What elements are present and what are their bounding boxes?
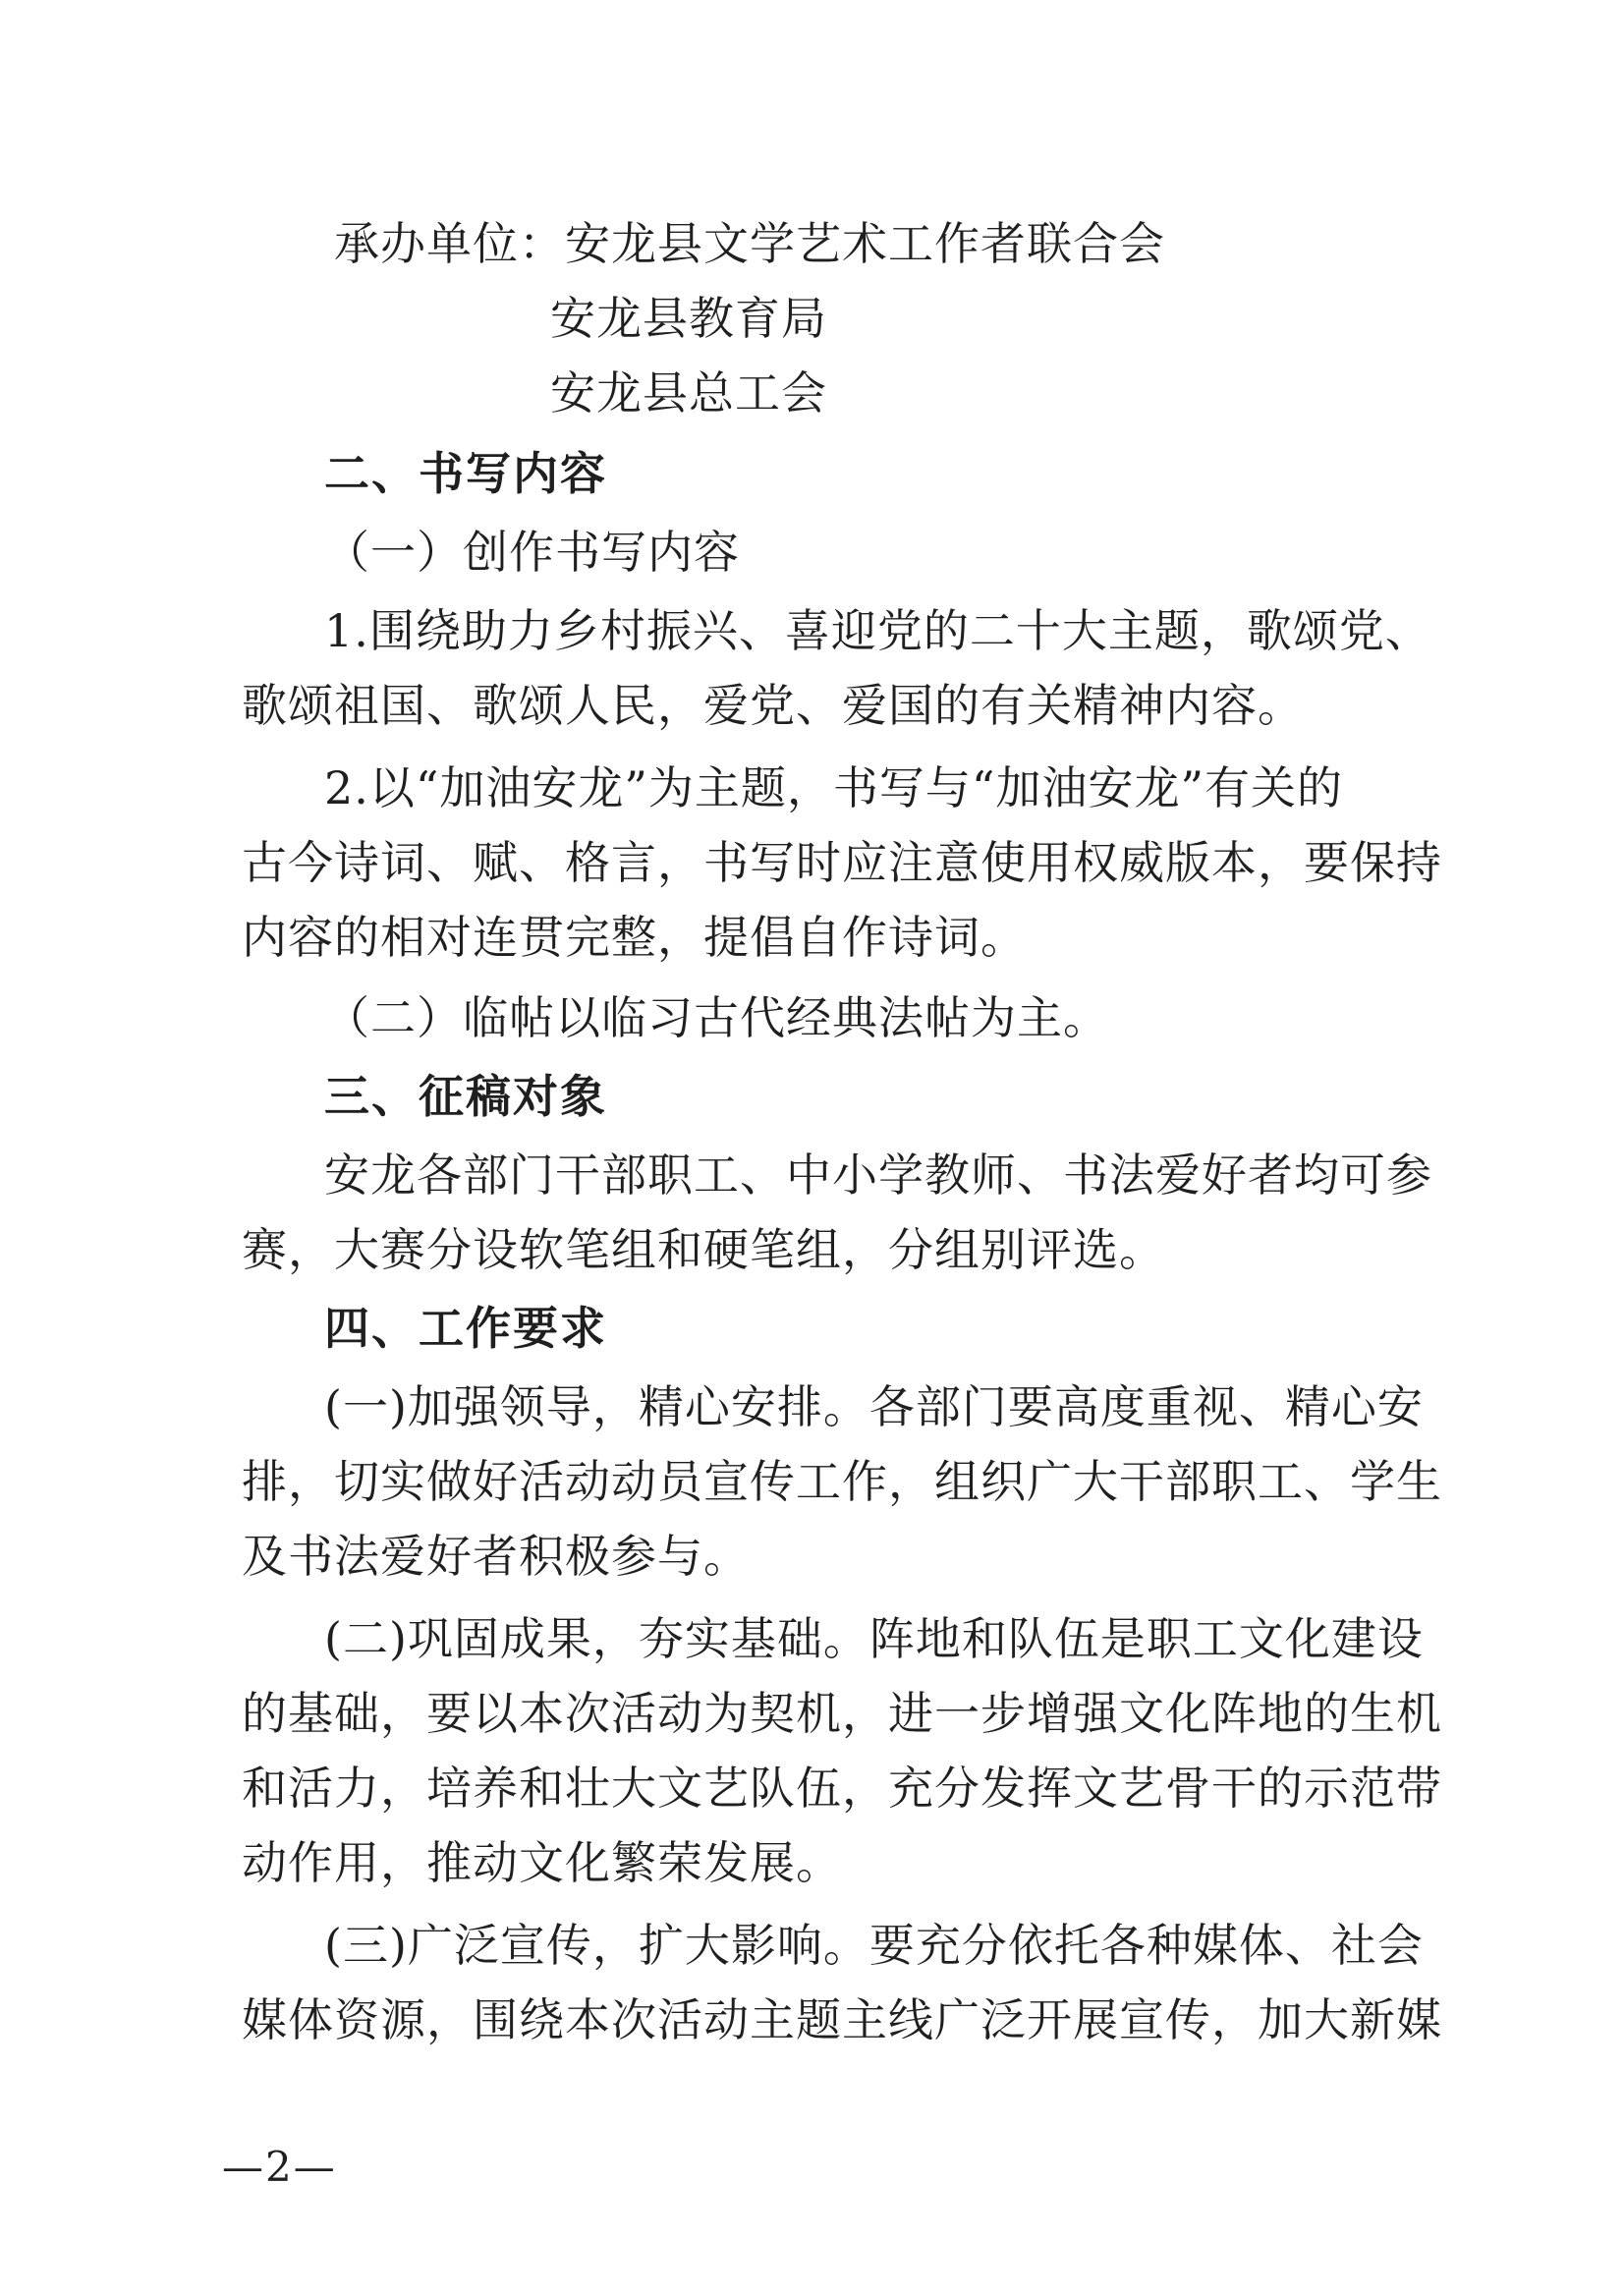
paragraph-line: 安龙各部门干部职工、中小学教师、书法爱好者均可参 [324, 1148, 1432, 1202]
paragraph-line: 赛，大赛分设软笔组和硬笔组，分组别评选。 [242, 1223, 1165, 1276]
paragraph-line: (三)广泛宣传，扩大影响。要充分依托各种媒体、社会 [324, 1919, 1424, 1972]
paragraph-line: 动作用，推动文化繁荣发展。 [242, 1836, 842, 1889]
paragraph-line: 古今诗词、赋、格言，书写时应注意使用权威版本，要保持 [242, 836, 1442, 889]
paragraph-line: 媒体资源，围绕本次活动主题主线广泛开展宣传，加大新媒 [242, 1993, 1442, 2046]
paragraph-line: 内容的相对连贯完整，提倡自作诗词。 [242, 911, 1027, 964]
paragraph-line: 歌颂祖国、歌颂人民，爱党、爱国的有关精神内容。 [242, 679, 1304, 732]
paragraph-line: 1.围绕助力乡村振兴、喜迎党的二十大主题，歌颂党、 [324, 604, 1431, 657]
paragraph-line: 的基础，要以本次活动为契机，进一步增强文化阵地的生机 [242, 1687, 1442, 1740]
organizer-line: 安龙县总工会 [550, 366, 827, 420]
subsection-heading: （一）创作书写内容 [324, 526, 740, 579]
paragraph-line: 排，切实做好活动动员宣传工作，组织广大干部职工、学生 [242, 1455, 1442, 1508]
paragraph-line: 和活力，培养和壮大文艺队伍，充分发挥文艺骨干的示范带 [242, 1762, 1442, 1815]
paragraph-line: 及书法爱好者积极参与。 [242, 1530, 750, 1583]
paragraph-line: (一)加强领导，精心安排。各部门要高度重视、精心安 [324, 1380, 1424, 1433]
paragraph-line: (二)巩固成果，夯实基础。阵地和队伍是职工文化建设 [324, 1612, 1424, 1665]
organizer-line: 安龙县教育局 [550, 292, 827, 345]
section-heading: 三、征稿对象 [324, 1070, 607, 1123]
paragraph-line: 2.以“加油安龙”为主题，书写与“加油安龙”有关的 [324, 761, 1343, 814]
section-heading: 四、工作要求 [324, 1302, 607, 1355]
section-heading: 二、书写内容 [324, 447, 607, 500]
page-number: —2— [222, 2143, 337, 2191]
organizer-line: 承办单位：安龙县文学艺术工作者联合会 [334, 217, 1165, 270]
paragraph-line: （二）临帖以临习古代经典法帖为主。 [324, 991, 1109, 1044]
